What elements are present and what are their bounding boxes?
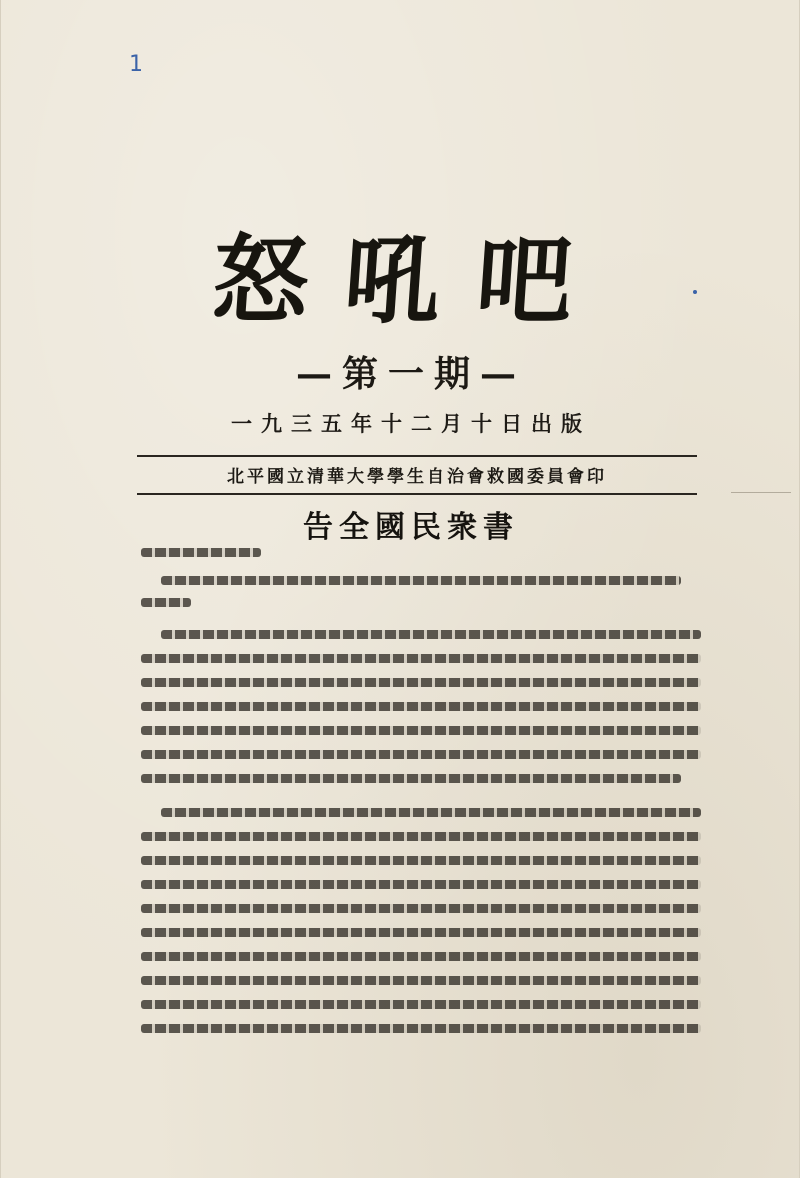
- body-text-line: [161, 808, 701, 817]
- body-text-line: [141, 1024, 701, 1033]
- publication-date: 一九三五年十二月十日出版: [231, 411, 591, 436]
- body-text-line: [141, 548, 261, 557]
- body-text-line: [141, 904, 701, 913]
- body-text-line: [141, 832, 701, 841]
- article-body: [141, 540, 701, 1050]
- body-text-line: [141, 726, 701, 735]
- bottom-rule: [137, 493, 697, 495]
- body-text-line: [141, 750, 701, 759]
- page-number: 1: [129, 52, 143, 77]
- body-text-line: [161, 576, 681, 585]
- body-text-line: [161, 630, 701, 639]
- article-heading: 告全國民衆書: [303, 510, 519, 545]
- body-text-line: [141, 702, 701, 711]
- issuer-line: 北平國立清華大學學生自治會救國委員會印: [227, 467, 607, 487]
- body-text-line: [141, 598, 191, 607]
- body-text-line: [141, 774, 681, 783]
- issue-label: —第一期—: [295, 353, 526, 395]
- top-rule: [137, 455, 697, 457]
- body-text-line: [141, 952, 701, 961]
- body-text-line: [141, 856, 701, 865]
- margin-pen-mark: [693, 290, 697, 294]
- masthead-title: 怒吼吧: [208, 224, 613, 337]
- body-text-line: [141, 678, 701, 687]
- body-text-line: [141, 928, 701, 937]
- paper-crease: [731, 492, 791, 493]
- body-text-line: [141, 654, 701, 663]
- body-text-line: [141, 880, 701, 889]
- body-text-line: [141, 1000, 701, 1009]
- body-text-line: [141, 976, 701, 985]
